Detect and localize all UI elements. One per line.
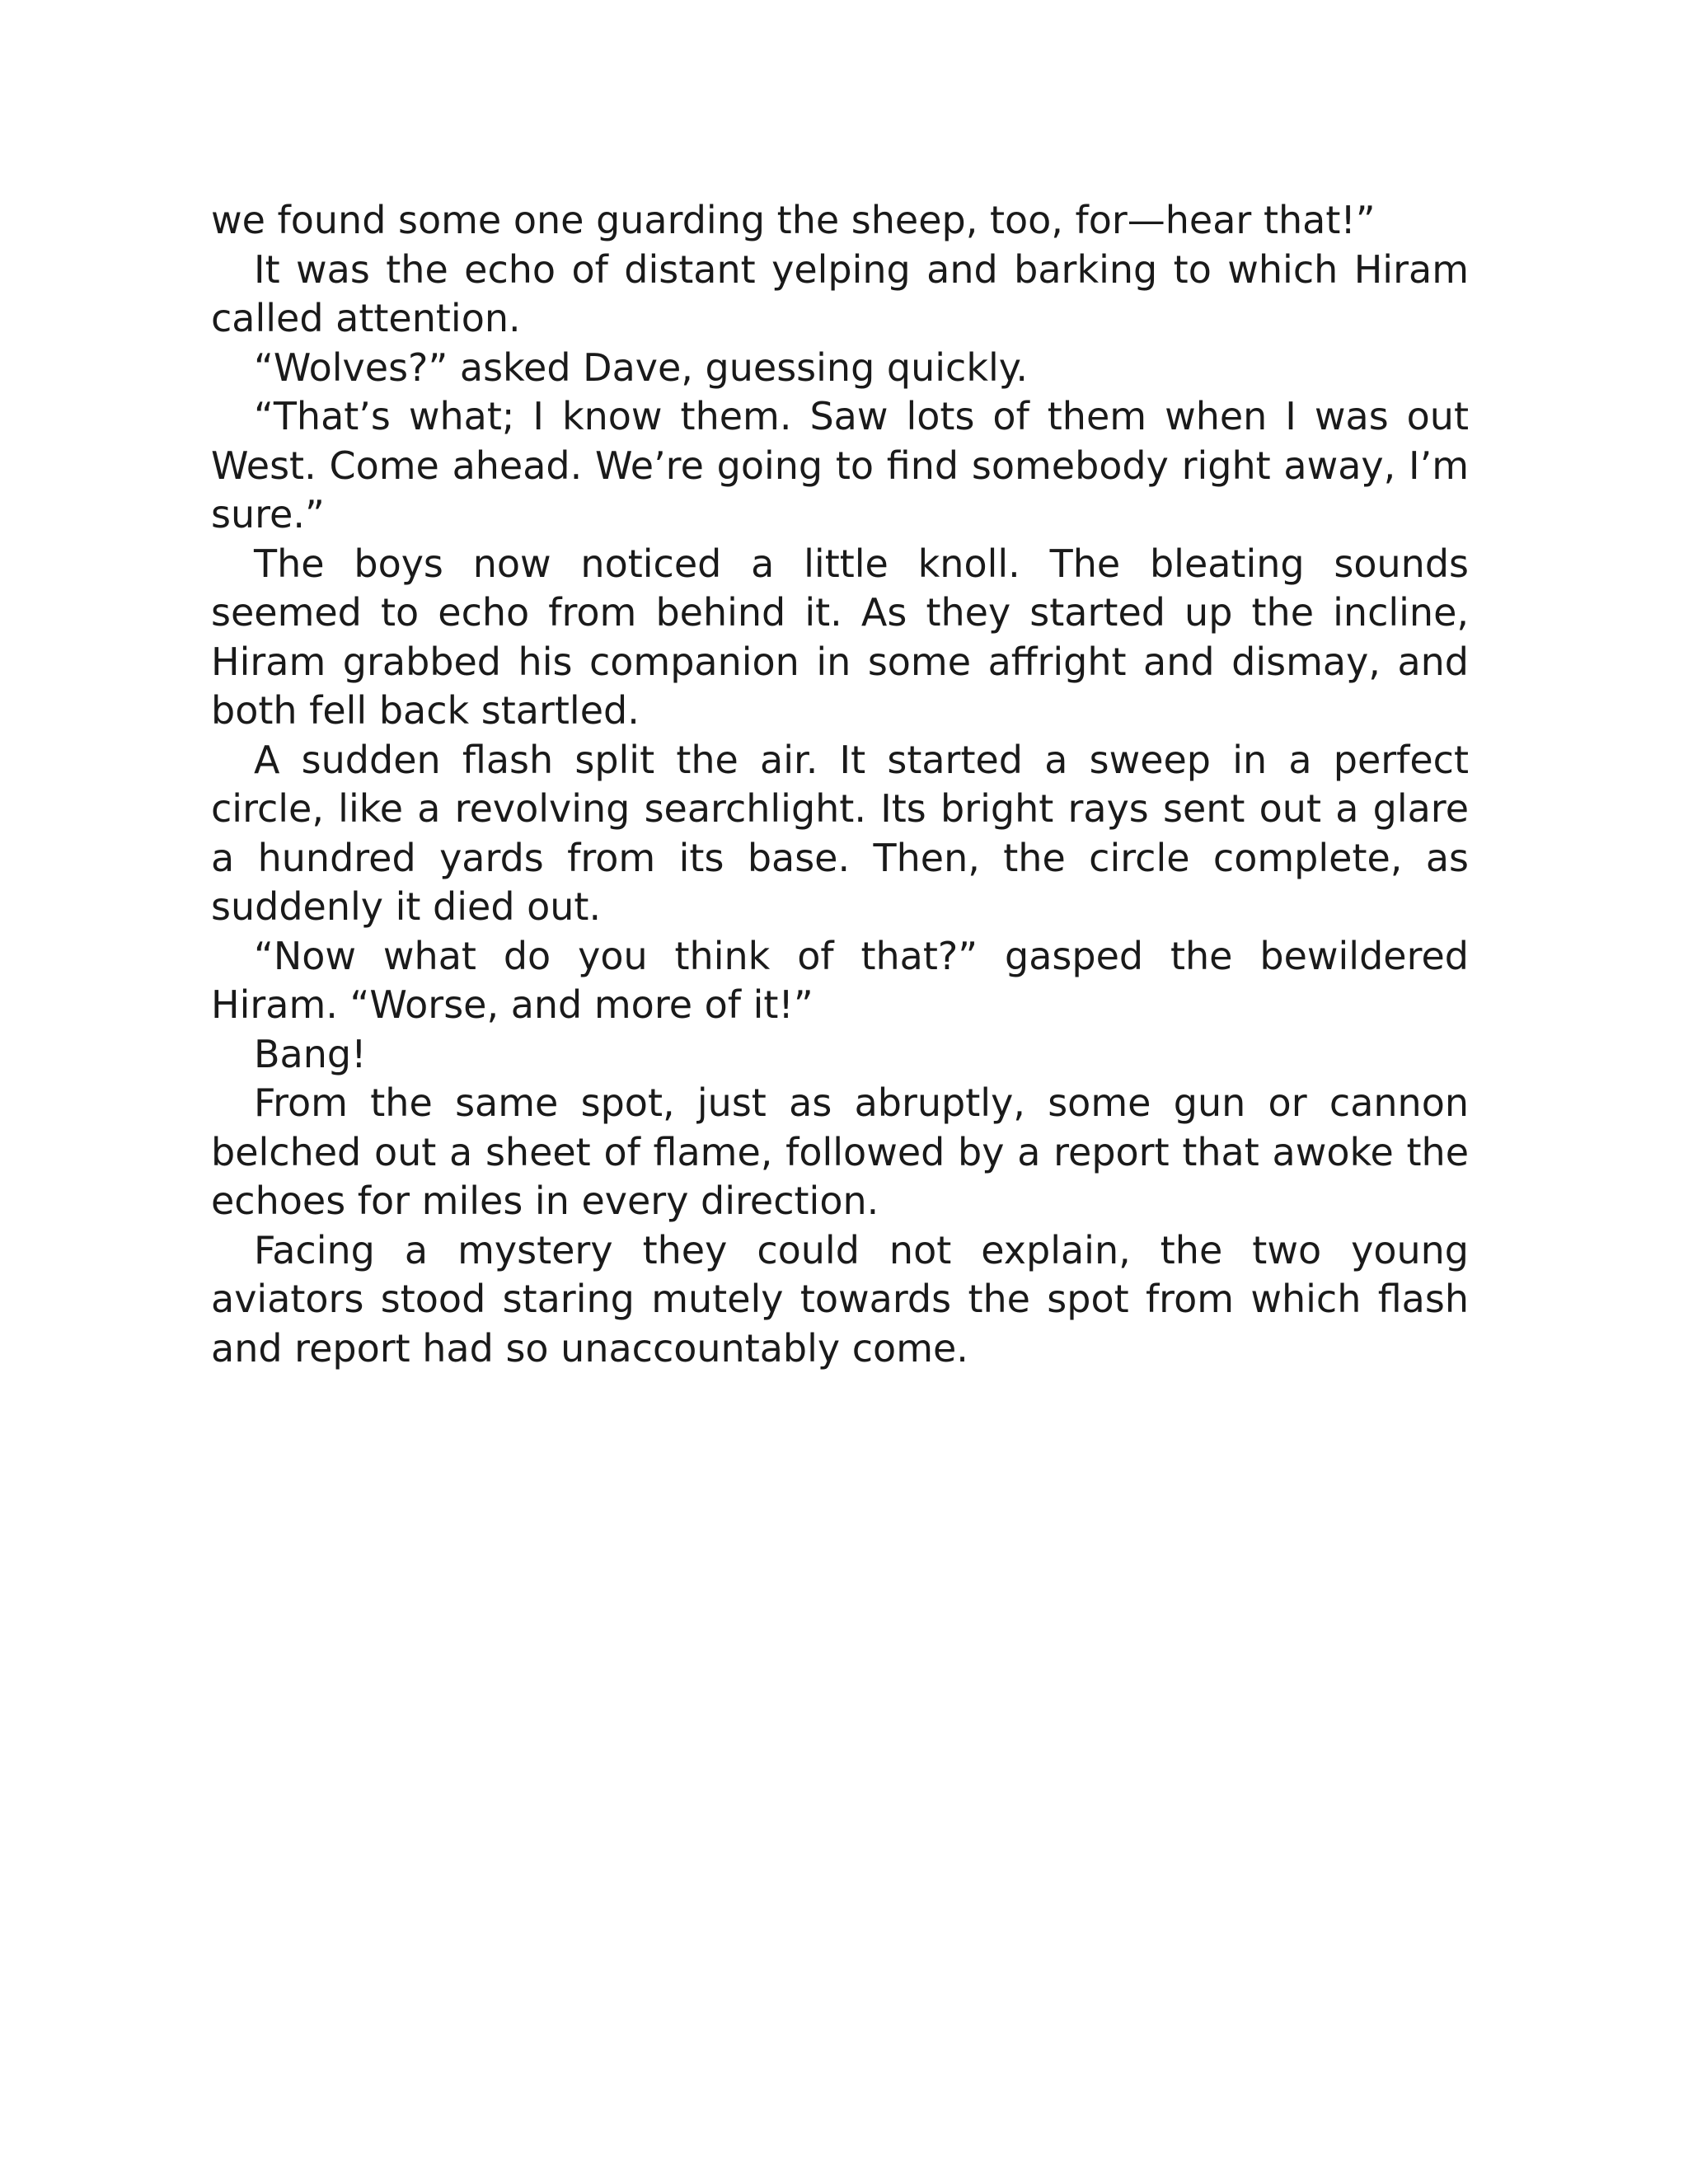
paragraph: Facing a mystery they could not explain, the two young aviators stood staring mutely towards the spot from which flash and report had so unaccountably come. [211, 1227, 1469, 1371]
paragraph: A sudden flash split the air. It started a sweep in a perfect circle, like a revolving searchlight. Its bright rays sent out a glare a hundred yards from its base. Then, the circle complete, as suddenly it died out. [211, 737, 1469, 929]
paragraph: Bang! [254, 1031, 367, 1076]
paragraph: From the same spot, just as abruptly, some gun or cannon belched out a sheet of flame, followed by a report that awoke the echoes for miles in every direction. [211, 1080, 1469, 1223]
paragraph: “Now what do you think of that?” gasped the bewildered Hiram. “Worse, and more of it!” [211, 933, 1469, 1027]
paragraph: The boys now noticed a little knoll. The bleating sounds seemed to echo from behind it. As they started up the incline, Hiram grabbed his companion in some affright and dismay, and both fell back startled. [211, 541, 1469, 733]
paragraph: “Wolves?” asked Dave, guessing quickly. [254, 344, 1029, 390]
body-text [211, 196, 1469, 1373]
paragraph: It was the echo of distant yelping and barking to which Hiram called attention. [211, 246, 1469, 340]
paragraph-continuation: we found some one guarding the sheep, too, for—hear that!” [211, 198, 1376, 242]
paragraph: “That’s what; I know them. Saw lots of them when I was out West. Come ahead. We’re going to find somebody right away, I’m sure.” [211, 394, 1469, 537]
